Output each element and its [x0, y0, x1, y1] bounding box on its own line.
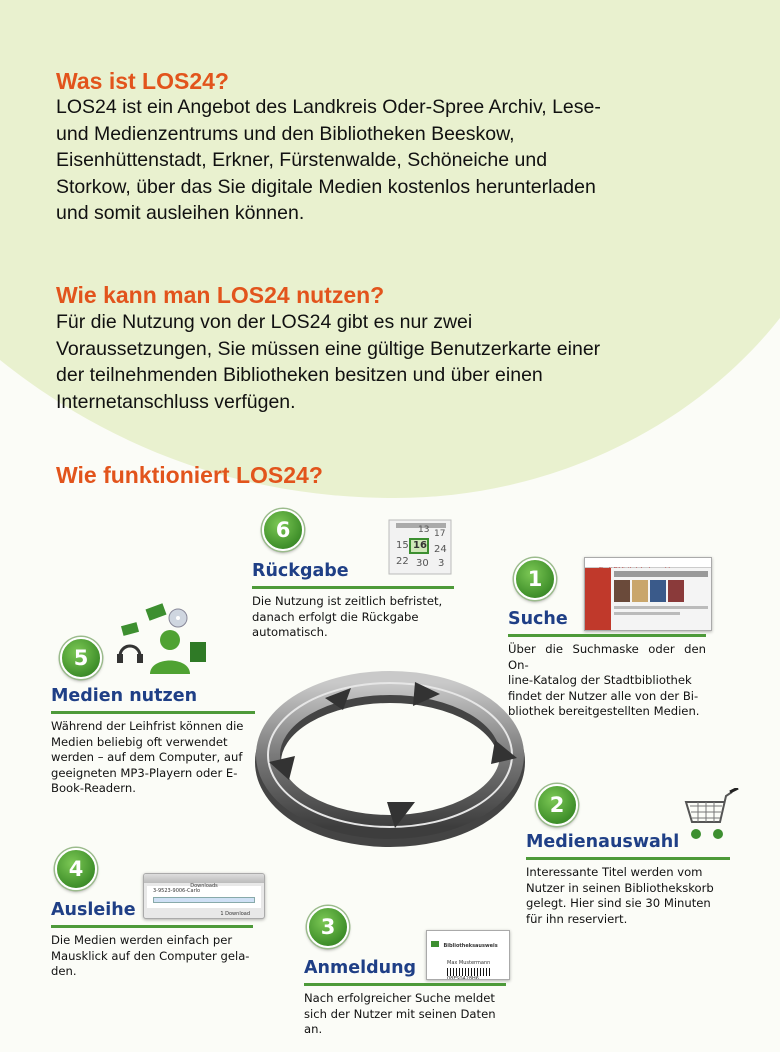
calendar-number: 15 [396, 540, 409, 551]
text-line: und somit ausleihen können. [56, 202, 305, 224]
step-badge-2: 2 [536, 784, 578, 826]
calendar-number: 3 [438, 558, 445, 569]
paragraph-wie-nutzen [56, 309, 600, 415]
calendar-number: 22 [396, 556, 409, 567]
desc-line: Die Nutzung ist zeitlich befristet, [252, 594, 443, 608]
step-badge-5: 5 [60, 637, 102, 679]
desc-line: werden – auf dem Computer, auf [51, 750, 243, 765]
step-5 [51, 685, 255, 797]
heading-was-ist: Was ist LOS24? [56, 68, 229, 94]
card-holder-name: Max Mustermann [447, 960, 491, 966]
desc-line: geeigneten MP3-Playern oder E- [51, 765, 238, 780]
step-description [51, 719, 255, 797]
desc-line: Während der Leihfrist können die [51, 719, 244, 733]
step-2 [526, 831, 730, 927]
download-status: 1 Download [220, 911, 250, 917]
desc-line: Über die Suchmaske oder den On- [508, 642, 706, 672]
step-title: Medien nutzen [51, 685, 255, 714]
desc-line: Nach erfolgreicher Suche meldet [304, 991, 495, 1005]
desc-line: Interessante Titel werden vom [526, 865, 703, 879]
card-title: Bibliotheksausweis [443, 943, 498, 949]
text-line: LOS24 ist ein Angebot des Landkreis Oder-Spree Archiv, Lese- [56, 96, 601, 118]
step-description [252, 594, 454, 641]
paragraph-was-ist [56, 94, 601, 227]
desc-line: an. [304, 1022, 323, 1037]
step-badge-4: 4 [55, 848, 97, 890]
step-description [526, 865, 730, 927]
desc-line: automatisch. [252, 625, 328, 640]
step-title: Suche [508, 608, 706, 637]
calendar-number: 24 [434, 544, 447, 555]
step-description [304, 991, 506, 1038]
desc-line: Mausklick auf den Computer gela- [51, 948, 250, 963]
calendar-number: 16 [413, 540, 427, 551]
desc-line: gelegt. Hier sind sie 30 Minuten [526, 896, 711, 911]
calendar-number: 17 [434, 529, 446, 539]
desc-line: line-Katalog der Stadtbibliothek [508, 673, 692, 688]
desc-line: Nutzer in seinen Bibliothekskorb [526, 880, 714, 895]
step-description [51, 933, 253, 980]
desc-line: für ihn reserviert. [526, 911, 628, 926]
desc-line: sich der Nutzer mit seinen Daten [304, 1006, 496, 1021]
text-line: Storkow, über das Sie digitale Medien kostenlos herunterladen [56, 175, 596, 198]
step-title: Rückgabe [252, 560, 454, 589]
heading-wie-nutzen: Wie kann man LOS24 nutzen? [56, 282, 385, 308]
step-3 [304, 957, 506, 1038]
desc-line: Medien beliebig oft verwendet [51, 734, 228, 749]
download-window-title: Downloads [190, 883, 218, 889]
text-line: Eisenhüttenstadt, Erkner, Fürstenwalde, Schöneiche und [56, 149, 548, 171]
step-badge-6: 6 [262, 509, 304, 551]
cycle-ring-graphic [255, 660, 525, 850]
desc-line: findet der Nutzer alle von der Bi- [508, 688, 699, 703]
media-devices-icon [112, 600, 212, 676]
desc-line: danach erfolgt die Rückgabe [252, 609, 419, 624]
text-line: Voraussetzungen, Sie müssen eine gültige Benutzerkarte einer [56, 337, 601, 360]
desc-line: Book-Readern. [51, 781, 136, 796]
step-title: Anmeldung [304, 957, 506, 986]
step-badge-1: 1 [514, 558, 556, 600]
step-4 [51, 899, 253, 980]
step-description [508, 642, 706, 720]
step-badge-3: 3 [307, 906, 349, 948]
desc-line: bliothek bereitgestellten Medien. [508, 704, 700, 719]
calendar-number: 30 [416, 558, 429, 569]
calendar-number: 13 [418, 525, 430, 535]
card-number: 08FS0428H6 [447, 976, 479, 980]
text-line: der teilnehmenden Bibliotheken besitzen und über einen [56, 364, 543, 386]
step-title: Ausleihe [51, 899, 253, 928]
heading-wie-funktioniert: Wie funktioniert LOS24? [56, 462, 323, 488]
step-6 [252, 560, 454, 641]
desc-line: den. [51, 964, 77, 979]
text-line: und Medienzentrums und den Bibliotheken Beeskow, [56, 122, 515, 145]
text-line: Für die Nutzung von der LOS24 gibt es nur zwei [56, 311, 473, 333]
library-logo-icon [431, 941, 439, 947]
download-file-name: 3-9523-9006-Carlo [153, 888, 201, 894]
step-1 [508, 608, 706, 720]
desc-line: Die Medien werden einfach per [51, 933, 233, 947]
step-title: Medienauswahl [526, 831, 730, 860]
text-line: Internetanschluss verfügen. [56, 390, 296, 413]
